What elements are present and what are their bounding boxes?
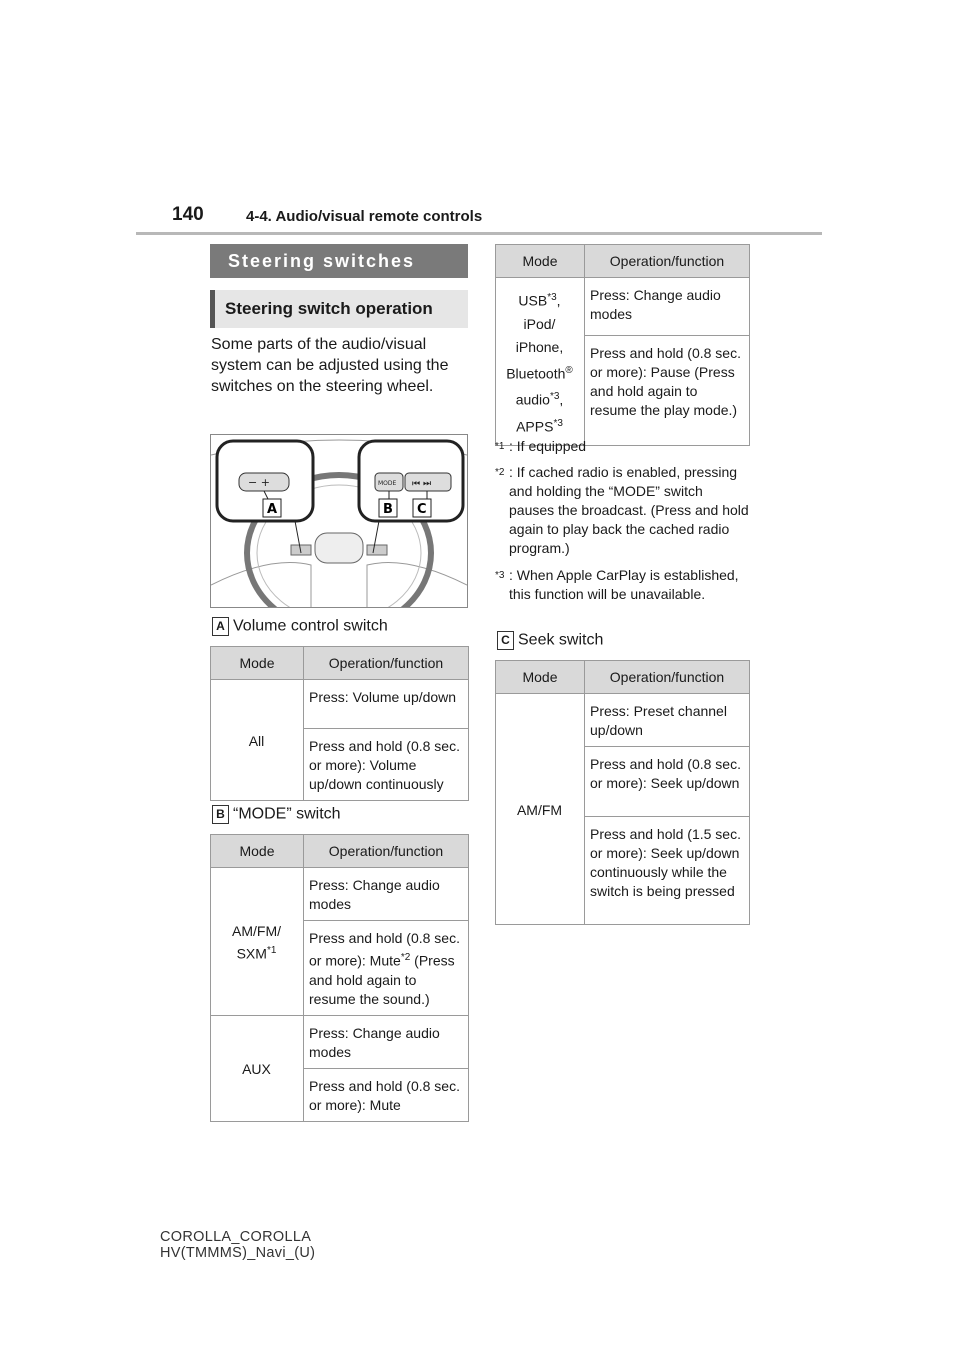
op-cell: Press: Change audio modes (304, 1015, 469, 1068)
mode-cell: AUX (211, 1015, 304, 1121)
mode-continued-table (495, 244, 750, 446)
mode-switch-label (212, 805, 341, 824)
op-cell: Press and hold (0.8 sec. or more): Mute (304, 1068, 469, 1121)
op-cell: Press: Change audio modes (304, 868, 469, 921)
footnote-ref: *1 (266, 944, 277, 956)
volume-table (210, 646, 469, 801)
volume-switch-label (212, 617, 388, 636)
svg-text:− +: − + (248, 476, 270, 489)
mode-text: audio (515, 391, 550, 408)
footnote-2 (495, 463, 749, 558)
mode-cell: All (211, 680, 304, 801)
header-op: Operation/function (304, 647, 469, 680)
header-op: Operation/function (304, 835, 469, 868)
footnote-ref: *2 (400, 952, 411, 963)
op-cell: Press and hold (0.8 sec. or more): Seek up/down (585, 747, 750, 817)
intro-text: Some parts of the audio/visual system can be adjusted using the switches on the steering wheel. (211, 336, 449, 395)
badge-a: A (212, 617, 229, 636)
badge-b: B (212, 805, 229, 824)
badge-c: C (497, 631, 514, 650)
registered-mark: ® (565, 364, 573, 376)
page-number: 140 (172, 204, 204, 225)
mode-cell (496, 278, 585, 446)
footnote-mark: *1 (495, 441, 505, 452)
op-cell: Press and hold (0.8 sec. or more): Volume up/down continuously (304, 729, 469, 801)
steering-wheel-drawing (211, 435, 467, 607)
footnote-ref: *3 (547, 292, 557, 303)
op-text: (Press and hold again to resume the sound.) (309, 952, 455, 1007)
section-title: Steering switches (210, 244, 468, 278)
label-a: A (267, 502, 278, 517)
chapter-title: 4-4. Audio/visual remote controls (246, 208, 483, 225)
label-b: B (383, 502, 393, 517)
footnote-mark: *3 (495, 570, 505, 581)
header-mode: Mode (496, 661, 585, 694)
op-cell: Press: Preset channel up/down (585, 694, 750, 747)
op-cell: Press: Change audio modes (585, 278, 750, 336)
mode-cell (211, 868, 304, 1016)
seek-switch-text: Seek switch (518, 631, 604, 649)
footnote-ref: *3 (549, 391, 560, 403)
footer (160, 1229, 315, 1261)
svg-text:MODE: MODE (378, 480, 397, 487)
footnote-text: : If equipped (509, 438, 587, 454)
subsection-title: Steering switch operation (210, 290, 468, 328)
footnote-3 (495, 566, 749, 604)
mode-text: AM/FM/ SXM (232, 922, 281, 962)
op-cell: Press and hold (1.5 sec. or more): Seek up/down continuously while the switch is being pressed (585, 817, 750, 925)
mode-table (210, 834, 469, 1122)
header-rule (136, 232, 822, 235)
footer-line2: HV(TMMMS)_Navi_(U) (160, 1245, 316, 1261)
header-mode: Mode (211, 647, 304, 680)
mode-text: USB (518, 292, 548, 309)
footnote-text: : When Apple CarPlay is established, this function will be unavailable. (509, 567, 739, 602)
footnote-text: : If cached radio is enabled, pressing and holding the “MODE” switch pauses the broadcast. (Press and hold again to play back the cached radio program.) (509, 464, 749, 556)
footnote-ref: *3 (553, 417, 563, 429)
footnote-1 (495, 437, 749, 456)
header-mode: Mode (496, 245, 585, 278)
header-op: Operation/function (585, 661, 750, 694)
op-cell (304, 921, 469, 1016)
steering-wheel-illustration (210, 434, 468, 608)
header-op: Operation/function (585, 245, 750, 278)
op-cell: Press: Volume up/down (304, 680, 469, 729)
seek-table (495, 660, 750, 925)
mode-cell: AM/FM (496, 694, 585, 925)
op-text: Press and hold (0.8 sec. or more): Mute (309, 930, 460, 969)
footnote-mark: *2 (495, 467, 505, 478)
footer-line1: COROLLA_COROLLA (160, 1229, 312, 1245)
op-cell: Press and hold (0.8 sec. or more): Pause (Press and hold again to resume the play mode.) (585, 335, 750, 445)
svg-text:⏮ ⏭: ⏮ ⏭ (412, 479, 432, 489)
seek-switch-label (497, 631, 603, 650)
label-c: C (417, 502, 427, 517)
mode-switch-text: “MODE” switch (233, 805, 341, 823)
mode-text: , iPod/ iPhone, Bluetooth (506, 292, 566, 382)
volume-switch-text: Volume control switch (233, 617, 388, 635)
mode-text: , APPS (516, 391, 564, 435)
header-mode: Mode (211, 835, 304, 868)
